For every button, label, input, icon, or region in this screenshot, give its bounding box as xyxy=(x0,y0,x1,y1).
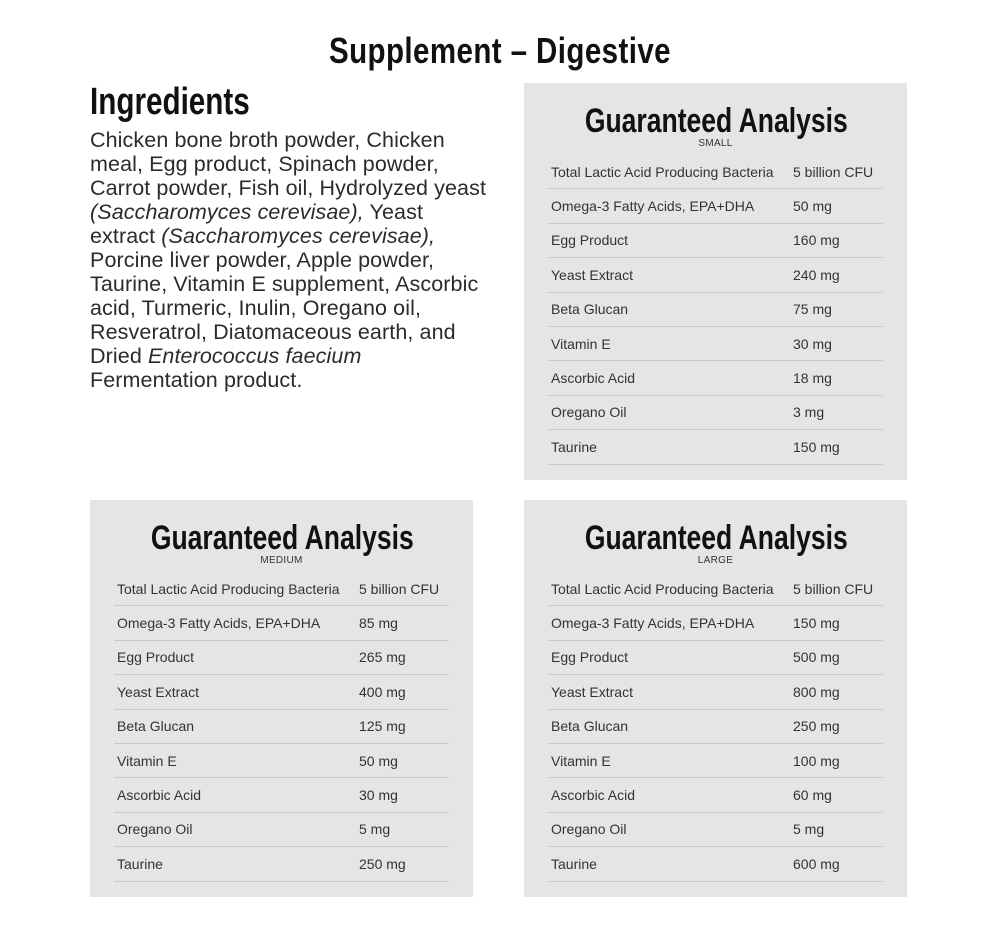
table-row xyxy=(114,606,449,640)
table-row xyxy=(548,396,883,430)
table-row xyxy=(548,778,883,812)
nutrient-value: 100 mg xyxy=(793,752,840,769)
nutrient-name: Taurine xyxy=(551,438,597,455)
table-row xyxy=(548,572,883,606)
ingredients-segment-italic: (Saccharomyces cerevisae), xyxy=(90,200,364,224)
ingredients-segment: Porcine liver powder, Apple powder, Taurine, Vitamin E supplement, Ascorbic acid, Turmeric, Inulin, Oregano oil, Resveratrol, Diatomaceous earth, and Dried xyxy=(90,248,479,368)
nutrient-name: Taurine xyxy=(551,855,597,872)
nutrient-name: Egg Product xyxy=(551,232,629,249)
nutrient-name: Ascorbic Acid xyxy=(551,370,636,387)
nutrient-name: Yeast Extract xyxy=(551,683,633,700)
nutrient-value: 150 mg xyxy=(793,438,840,455)
nutrient-name: Vitamin E xyxy=(117,752,177,769)
nutrient-name: Yeast Extract xyxy=(551,266,633,283)
panel-size-label: LARGE xyxy=(697,555,734,566)
nutrient-value: 265 mg xyxy=(359,649,406,666)
ingredients-text xyxy=(90,128,490,392)
table-row xyxy=(548,327,883,361)
table-row xyxy=(114,675,449,709)
nutrient-value: 30 mg xyxy=(793,335,832,352)
table-row xyxy=(548,189,883,223)
table-row xyxy=(548,744,883,778)
nutrient-name: Beta Glucan xyxy=(117,718,195,735)
nutrient-value: 240 mg xyxy=(793,266,840,283)
nutrient-name: Total Lactic Acid Producing Bacteria xyxy=(117,580,340,597)
nutrient-name: Taurine xyxy=(117,855,163,872)
panel-title: Guaranteed Analysis xyxy=(584,519,848,557)
nutrient-value: 160 mg xyxy=(793,232,840,249)
ingredients-segment: Fermentation product. xyxy=(90,368,303,392)
table-row xyxy=(548,675,883,709)
nutrient-value: 5 mg xyxy=(793,821,825,838)
table-row xyxy=(548,606,883,640)
ingredients-segment: Yeast extract xyxy=(90,200,424,248)
table-row xyxy=(548,224,883,258)
nutrient-name: Total Lactic Acid Producing Bacteria xyxy=(551,163,774,180)
analysis-table xyxy=(114,572,449,882)
ingredients-section xyxy=(90,80,490,392)
nutrient-value: 18 mg xyxy=(793,370,832,387)
table-row xyxy=(548,293,883,327)
table-row xyxy=(114,813,449,847)
nutrient-name: Oregano Oil xyxy=(551,821,627,838)
table-row xyxy=(548,155,883,189)
table-row xyxy=(114,847,449,881)
analysis-panel-small xyxy=(524,83,907,480)
nutrient-name: Total Lactic Acid Producing Bacteria xyxy=(551,580,774,597)
table-row xyxy=(114,572,449,606)
nutrient-name: Vitamin E xyxy=(551,752,611,769)
ingredients-segment-italic: (Saccharomyces cerevisae), xyxy=(161,224,436,248)
nutrient-name: Egg Product xyxy=(551,649,629,666)
table-row xyxy=(548,813,883,847)
table-row xyxy=(548,361,883,395)
table-row xyxy=(548,258,883,292)
ingredients-segment: Chicken bone broth powder, Chicken meal, Egg product, Spinach powder, Carrot powder, Fish oil, Hydrolyzed yeast xyxy=(90,128,487,200)
page-title: Supplement – Digestive xyxy=(328,30,672,71)
nutrient-value: 60 mg xyxy=(793,787,832,804)
nutrient-name: Oregano Oil xyxy=(551,404,627,421)
analysis-table xyxy=(548,572,883,882)
table-row xyxy=(548,430,883,464)
analysis-panel-large xyxy=(524,500,907,897)
nutrient-name: Beta Glucan xyxy=(551,718,629,735)
table-row xyxy=(114,778,449,812)
nutrient-value: 5 billion CFU xyxy=(793,580,874,597)
nutrient-value: 125 mg xyxy=(359,718,406,735)
ingredients-heading: Ingredients xyxy=(90,81,250,123)
nutrient-name: Yeast Extract xyxy=(117,683,199,700)
nutrient-value: 3 mg xyxy=(793,404,825,421)
panel-title: Guaranteed Analysis xyxy=(150,519,414,557)
nutrient-name: Omega-3 Fatty Acids, EPA+DHA xyxy=(551,615,755,632)
nutrient-value: 50 mg xyxy=(793,198,832,215)
nutrient-value: 400 mg xyxy=(359,683,406,700)
table-row xyxy=(114,710,449,744)
table-row xyxy=(548,710,883,744)
nutrient-value: 5 billion CFU xyxy=(793,163,874,180)
nutrient-value: 75 mg xyxy=(793,301,832,318)
nutrient-value: 250 mg xyxy=(359,855,406,872)
ingredients-segment-italic: Enterococcus faecium xyxy=(147,344,362,368)
nutrient-value: 50 mg xyxy=(359,752,398,769)
analysis-table xyxy=(548,155,883,465)
nutrient-value: 85 mg xyxy=(359,615,398,632)
table-row xyxy=(114,744,449,778)
nutrient-value: 600 mg xyxy=(793,855,840,872)
nutrient-value: 150 mg xyxy=(793,615,840,632)
panel-title: Guaranteed Analysis xyxy=(584,102,848,140)
nutrient-name: Egg Product xyxy=(117,649,195,666)
nutrient-name: Omega-3 Fatty Acids, EPA+DHA xyxy=(551,198,755,215)
nutrient-name: Beta Glucan xyxy=(551,301,629,318)
nutrient-name: Oregano Oil xyxy=(117,821,193,838)
nutrient-name: Vitamin E xyxy=(551,335,611,352)
nutrient-value: 5 billion CFU xyxy=(359,580,440,597)
nutrient-name: Ascorbic Acid xyxy=(551,787,636,804)
nutrient-value: 5 mg xyxy=(359,821,391,838)
table-row xyxy=(548,847,883,881)
nutrient-name: Ascorbic Acid xyxy=(117,787,202,804)
nutrient-value: 250 mg xyxy=(793,718,840,735)
table-row xyxy=(548,641,883,675)
table-row xyxy=(114,641,449,675)
nutrient-value: 800 mg xyxy=(793,683,840,700)
nutrient-name: Omega-3 Fatty Acids, EPA+DHA xyxy=(117,615,321,632)
panel-size-label: MEDIUM xyxy=(260,555,303,566)
panel-size-label: SMALL xyxy=(698,138,733,149)
analysis-panel-medium xyxy=(90,500,473,897)
nutrient-value: 30 mg xyxy=(359,787,398,804)
nutrient-value: 500 mg xyxy=(793,649,840,666)
